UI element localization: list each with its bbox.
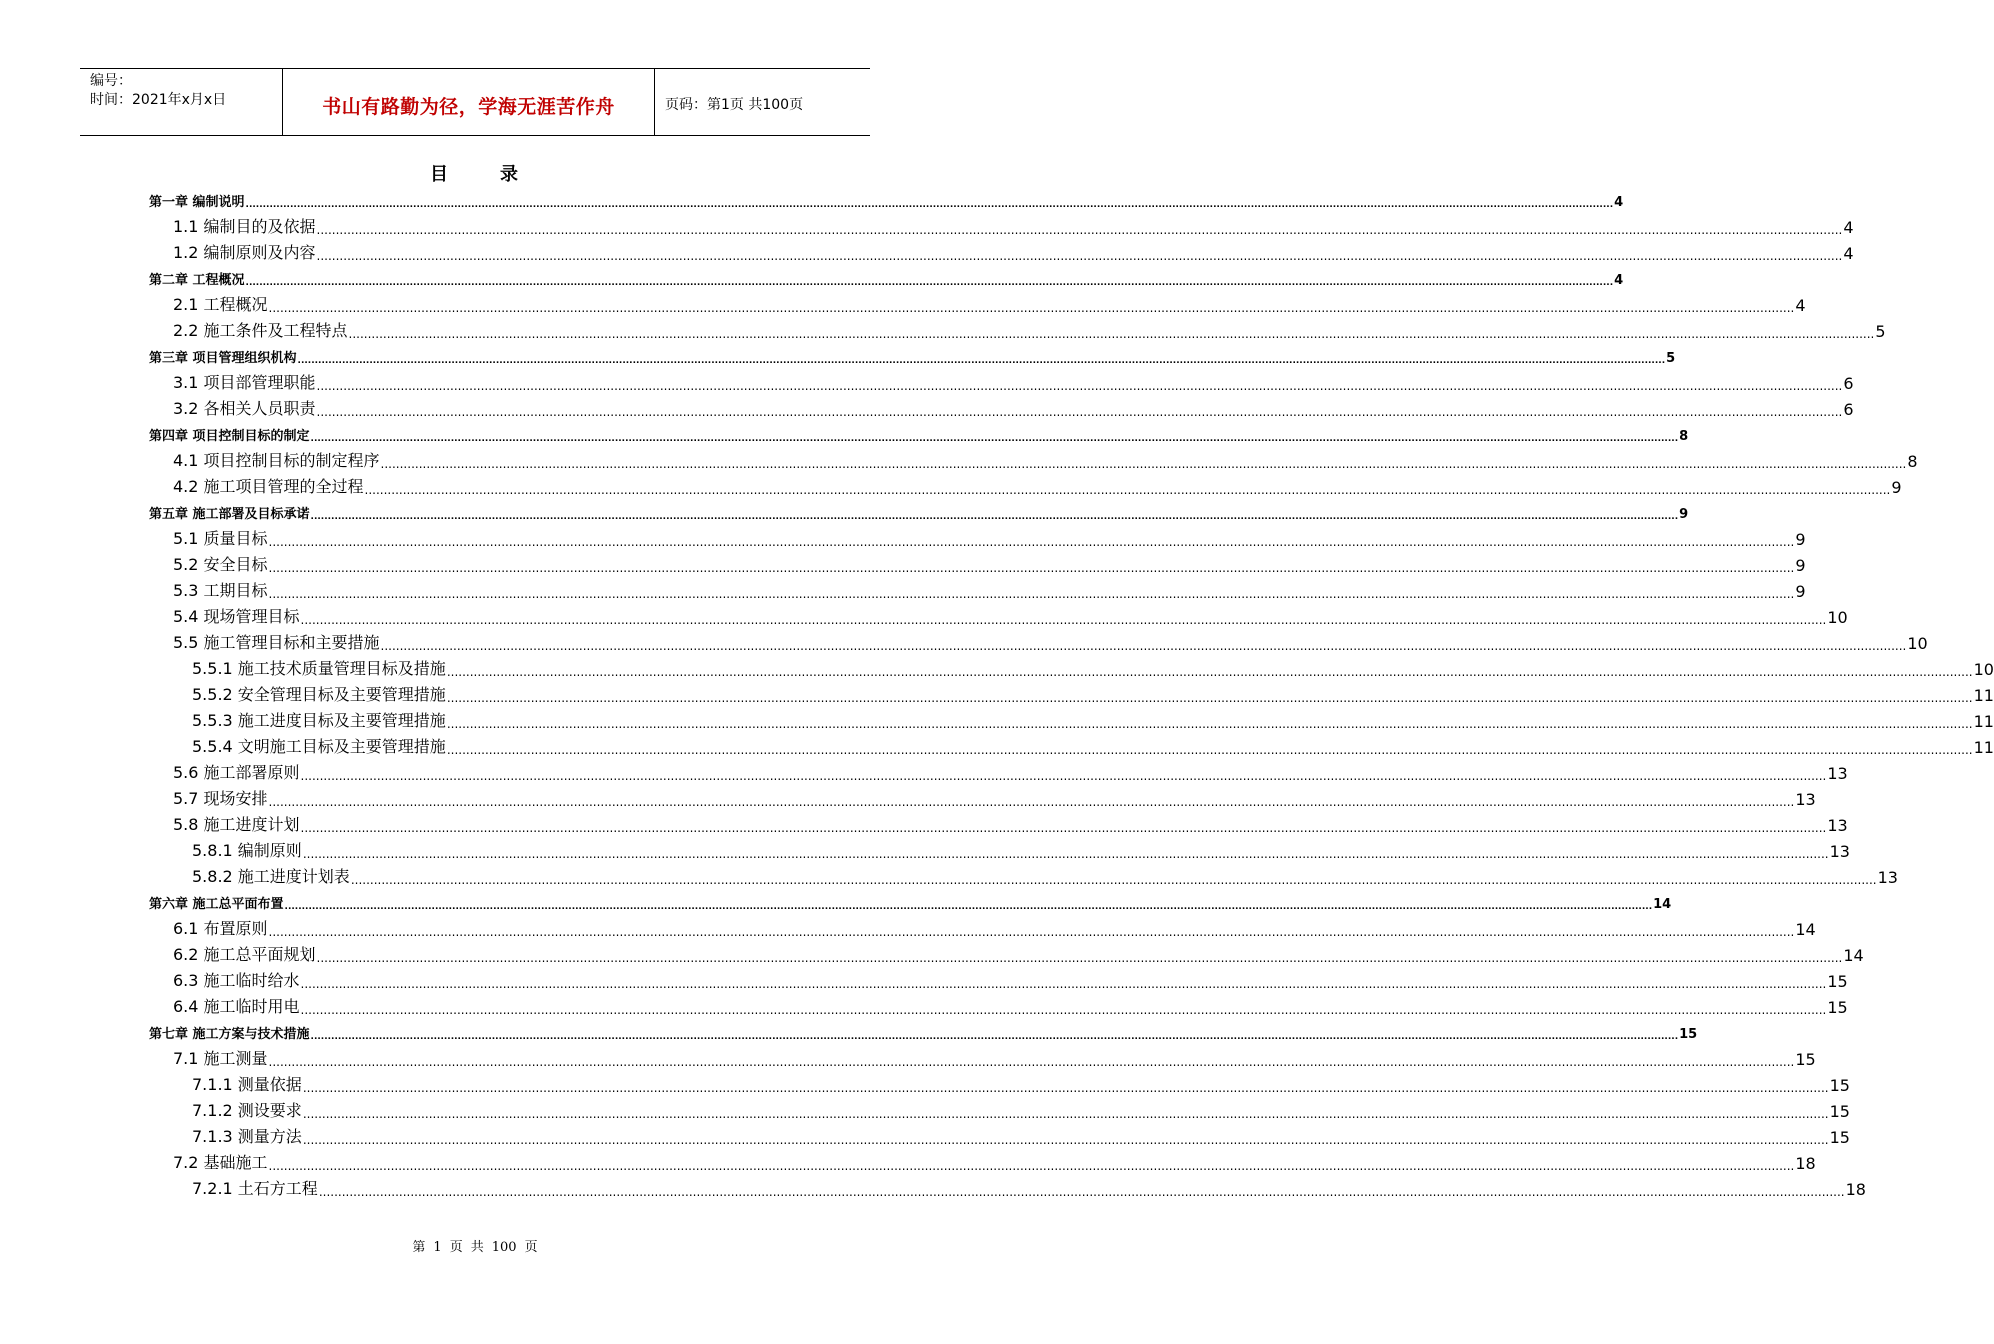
toc-leader-dots: ................................................................................................................................................................................................................................................................................................................................................................................................................ [300,1003,1827,1017]
toc-title [0,160,950,186]
document-number-label: 编号： [90,73,132,89]
toc-leader-dots: ................................................................................................................................................................................................................................................................................................................................................................................................................ [268,795,1795,809]
toc-entry-page: 11 [1973,738,1994,757]
toc-entry[interactable] [149,887,1672,913]
header-page-cell [655,69,870,135]
footer-current-page: 1 [433,1240,442,1255]
toc-entry-title: 7.2 基础施工 [173,1153,268,1172]
toc-entry-title: 7.2.1 土石方工程 [192,1179,318,1198]
toc-entry-page: 5 [1666,351,1676,366]
toc-leader-dots: ................................................................................................................................................................................................................................................................................................................................................................................................................ [300,821,1827,835]
toc-entry-page: 4 [1843,218,1854,237]
toc-entry-page: 9 [1795,530,1806,549]
toc-leader-dots: ................................................................................................................................................................................................................................................................................................................................................................................................................ [302,1107,1829,1121]
toc-entry-title: 5.8.2 施工进度计划表 [192,867,350,886]
toc-title-right: 录 [500,164,520,185]
toc-entry[interactable] [149,913,1816,939]
toc-entry[interactable] [149,289,1806,315]
toc-entry[interactable] [149,471,1902,497]
toc-entry-title: 1.2 编制原则及内容 [173,243,316,262]
toc-leader-dots: ................................................................................................................................................................................................................................................................................................................................................................................................................ [300,613,1827,627]
toc-entry-page: 8 [1679,429,1689,444]
toc-leader-dots: ................................................................................................................................................................................................................................................................................................................................................................................................................ [302,1133,1829,1147]
toc-leader-dots: ................................................................................................................................................................................................................................................................................................................................................................................................................ [300,977,1827,991]
toc-leader-dots: ................................................................................................................................................................................................................................................................................................................................................................................................................ [316,379,1843,393]
toc-entry[interactable] [149,757,1848,783]
toc-entry-title: 5.8.1 编制原则 [192,841,302,860]
toc-entry-title: 6.4 施工临时用电 [173,997,300,1016]
toc-entry-title: 第三章 项目管理组织机构 [149,351,297,366]
toc-entry-title: 7.1.1 测量依据 [192,1075,302,1094]
toc-leader-dots: ................................................................................................................................................................................................................................................................................................................................................................................................................ [284,902,1653,912]
toc-entry-page: 8 [1907,452,1918,471]
toc-leader-dots: ................................................................................................................................................................................................................................................................................................................................................................................................................ [316,223,1843,237]
toc-entry-title: 第五章 施工部署及目标承诺 [149,507,310,522]
toc-entry[interactable] [149,653,1994,679]
toc-entry-title: 5.3 工期目标 [173,581,268,600]
toc-entry-title: 5.1 质量目标 [173,529,268,548]
toc-entry-page: 5 [1875,322,1886,341]
toc-entry-page: 14 [1843,946,1864,965]
toc-leader-dots: ................................................................................................................................................................................................................................................................................................................................................................................................................ [348,327,1875,341]
toc-entry[interactable] [149,523,1806,549]
toc-entry-title: 6.2 施工总平面规划 [173,945,316,964]
toc-entry-title: 5.8 施工进度计划 [173,815,300,834]
toc-entry[interactable] [149,835,1850,861]
toc-entry-page: 10 [1827,608,1848,627]
toc-entry-page: 6 [1843,374,1854,393]
toc-entry-title: 5.7 现场安排 [173,789,268,808]
toc-leader-dots: ................................................................................................................................................................................................................................................................................................................................................................................................................ [268,561,1795,575]
toc-entry-title: 3.2 各相关人员职责 [173,399,316,418]
toc-entry-page: 11 [1973,686,1994,705]
toc-entry[interactable] [149,315,1886,341]
toc-entry[interactable] [149,1043,1816,1069]
toc-leader-dots: ................................................................................................................................................................................................................................................................................................................................................................................................................ [446,691,1973,705]
toc-leader-dots: ................................................................................................................................................................................................................................................................................................................................................................................................................ [380,457,1907,471]
header-meta-cell [80,69,283,135]
toc-entry[interactable] [149,367,1854,393]
toc-entry[interactable] [149,185,1624,211]
toc-leader-dots: ................................................................................................................................................................................................................................................................................................................................................................................................................ [268,301,1795,315]
toc-entry[interactable] [149,549,1806,575]
toc-entry[interactable] [149,861,1898,887]
toc-entry-title: 第六章 施工总平面布置 [149,897,284,912]
toc-entry-page: 14 [1653,897,1672,912]
toc-entry[interactable] [149,731,1994,757]
toc-leader-dots: ................................................................................................................................................................................................................................................................................................................................................................................................................ [446,743,1973,757]
toc-entry[interactable] [149,497,1689,523]
toc-entry-title: 7.1.3 测量方法 [192,1127,302,1146]
page-footer [0,1236,950,1255]
toc-entry-page: 10 [1907,634,1928,653]
toc-leader-dots: ................................................................................................................................................................................................................................................................................................................................................................................................................ [316,249,1843,263]
toc-entry[interactable] [149,1147,1816,1173]
toc-entry[interactable] [149,783,1816,809]
toc-entry-title: 5.4 现场管理目标 [173,607,300,626]
toc-entry-page: 13 [1829,842,1850,861]
toc-leader-dots: ................................................................................................................................................................................................................................................................................................................................................................................................................ [268,587,1795,601]
toc-leader-dots: ................................................................................................................................................................................................................................................................................................................................................................................................................ [300,769,1827,783]
toc-entry-page: 4 [1614,273,1624,288]
toc-entry[interactable] [149,419,1689,445]
toc-entry[interactable] [149,809,1848,835]
toc-entry-page: 4 [1795,296,1806,315]
footer-total-pages: 100 [491,1240,517,1255]
toc-entry[interactable] [149,627,1928,653]
toc-entry-page: 15 [1829,1076,1850,1095]
toc-entry-page: 6 [1843,400,1854,419]
toc-entry-title: 5.5.4 文明施工目标及主要管理措施 [192,737,446,756]
toc-entry-title: 5.5.2 安全管理目标及主要管理措施 [192,685,446,704]
toc-entry-page: 13 [1877,868,1898,887]
toc-leader-dots: ................................................................................................................................................................................................................................................................................................................................................................................................................ [268,925,1795,939]
toc-entry-page: 11 [1973,712,1994,731]
toc-leader-dots: ................................................................................................................................................................................................................................................................................................................................................................................................................ [364,483,1891,497]
toc-leader-dots: ................................................................................................................................................................................................................................................................................................................................................................................................................ [268,1159,1795,1173]
toc-entry-title: 4.1 项目控制目标的制定程序 [173,451,380,470]
toc-entry-title: 第一章 编制说明 [149,195,245,210]
toc-entry-title: 第七章 施工方案与技术措施 [149,1027,310,1042]
toc-entry[interactable] [149,601,1848,627]
toc-entry-page: 13 [1827,816,1848,835]
toc-entry-title: 5.5 施工管理目标和主要措施 [173,633,380,652]
toc-entry[interactable] [149,575,1806,601]
toc-entry-title: 第四章 项目控制目标的制定 [149,429,310,444]
toc-entry-title: 第二章 工程概况 [149,273,245,288]
toc-entry-page: 4 [1843,244,1854,263]
document-time-label: 时间：2021年x月x日 [90,92,227,108]
toc-entry[interactable] [149,679,1994,705]
header-motto: 书山有路勤为径，学海无涯苦作舟 [322,96,615,118]
toc-entry-page: 15 [1679,1027,1698,1042]
toc-entry-title: 7.1.2 测设要求 [192,1101,302,1120]
footer-ye-end: 页 [524,1240,538,1255]
toc-entry-title: 6.3 施工临时给水 [173,971,300,990]
toc-entry[interactable] [149,211,1854,237]
toc-leader-dots: ................................................................................................................................................................................................................................................................................................................................................................................................................ [446,665,1973,679]
toc-entry[interactable] [149,1173,1866,1199]
toc-entry[interactable] [149,445,1918,471]
toc-leader-dots: ................................................................................................................................................................................................................................................................................................................................................................................................................ [310,1032,1679,1042]
footer-gong: 共 [470,1240,484,1255]
toc-entry-page: 9 [1795,556,1806,575]
toc-entry-page: 15 [1795,1050,1816,1069]
header-motto-cell [283,69,655,135]
toc-entry-page: 9 [1795,582,1806,601]
toc-entry-title: 2.1 工程概况 [173,295,268,314]
toc-entry-title: 4.2 施工项目管理的全过程 [173,477,364,496]
toc-entry[interactable] [149,393,1854,419]
toc-entry[interactable] [149,1069,1850,1095]
toc-entry-title: 5.2 安全目标 [173,555,268,574]
toc-leader-dots: ................................................................................................................................................................................................................................................................................................................................................................................................................ [316,405,1843,419]
toc-leader-dots: ................................................................................................................................................................................................................................................................................................................................................................................................................ [268,1055,1795,1069]
toc-entry-page: 15 [1829,1102,1850,1121]
toc-entry-page: 15 [1829,1128,1850,1147]
toc-entry-title: 6.1 布置原则 [173,919,268,938]
toc-entry-page: 15 [1827,998,1848,1017]
toc-entry-page: 15 [1827,972,1848,991]
toc-entry-page: 9 [1891,478,1902,497]
toc-leader-dots: ................................................................................................................................................................................................................................................................................................................................................................................................................ [446,717,1973,731]
toc-entry-title: 7.1 施工测量 [173,1049,268,1068]
toc-entry-page: 9 [1679,507,1689,522]
toc-entry[interactable] [149,263,1624,289]
toc-leader-dots: ................................................................................................................................................................................................................................................................................................................................................................................................................ [268,535,1795,549]
toc-leader-dots: ................................................................................................................................................................................................................................................................................................................................................................................................................ [310,434,1679,444]
toc-entry-title: 2.2 施工条件及工程特点 [173,321,348,340]
toc-entry-page: 13 [1827,764,1848,783]
table-of-contents [149,185,1994,1199]
toc-entry[interactable] [149,1017,1698,1043]
toc-leader-dots: ................................................................................................................................................................................................................................................................................................................................................................................................................ [318,1185,1845,1199]
toc-title-left: 目 [430,164,450,185]
toc-leader-dots: ................................................................................................................................................................................................................................................................................................................................................................................................................ [302,847,1829,861]
toc-entry[interactable] [149,1121,1850,1147]
toc-leader-dots: ................................................................................................................................................................................................................................................................................................................................................................................................................ [350,873,1877,887]
toc-entry[interactable] [149,991,1848,1017]
toc-entry-page: 14 [1795,920,1816,939]
toc-entry-page: 18 [1795,1154,1816,1173]
toc-entry[interactable] [149,237,1854,263]
toc-entry-title: 5.5.1 施工技术质量管理目标及措施 [192,659,446,678]
document-header [80,68,870,136]
toc-entry-title: 3.1 项目部管理职能 [173,373,316,392]
toc-leader-dots: ................................................................................................................................................................................................................................................................................................................................................................................................................ [245,278,1614,288]
toc-entry-title: 5.6 施工部署原则 [173,763,300,782]
toc-leader-dots: ................................................................................................................................................................................................................................................................................................................................................................................................................ [380,639,1907,653]
toc-entry-title: 1.1 编制目的及依据 [173,217,316,236]
toc-entry-page: 18 [1845,1180,1866,1199]
footer-ye: 页 [449,1240,463,1255]
toc-entry[interactable] [149,965,1848,991]
toc-entry-page: 4 [1614,195,1624,210]
toc-entry-page: 13 [1795,790,1816,809]
toc-entry[interactable] [149,705,1994,731]
header-page-info: 页码：第1页 共100页 [665,97,804,113]
toc-leader-dots: ................................................................................................................................................................................................................................................................................................................................................................................................................ [316,951,1843,965]
toc-entry[interactable] [149,341,1676,367]
toc-leader-dots: ................................................................................................................................................................................................................................................................................................................................................................................................................ [302,1081,1829,1095]
toc-entry-title: 5.5.3 施工进度目标及主要管理措施 [192,711,446,730]
toc-leader-dots: ................................................................................................................................................................................................................................................................................................................................................................................................................ [297,356,1666,366]
toc-entry[interactable] [149,1095,1850,1121]
toc-entry-page: 10 [1973,660,1994,679]
toc-leader-dots: ................................................................................................................................................................................................................................................................................................................................................................................................................ [310,512,1679,522]
toc-leader-dots: ................................................................................................................................................................................................................................................................................................................................................................................................................ [245,200,1614,210]
toc-entry[interactable] [149,939,1864,965]
footer-di: 第 [412,1240,426,1255]
